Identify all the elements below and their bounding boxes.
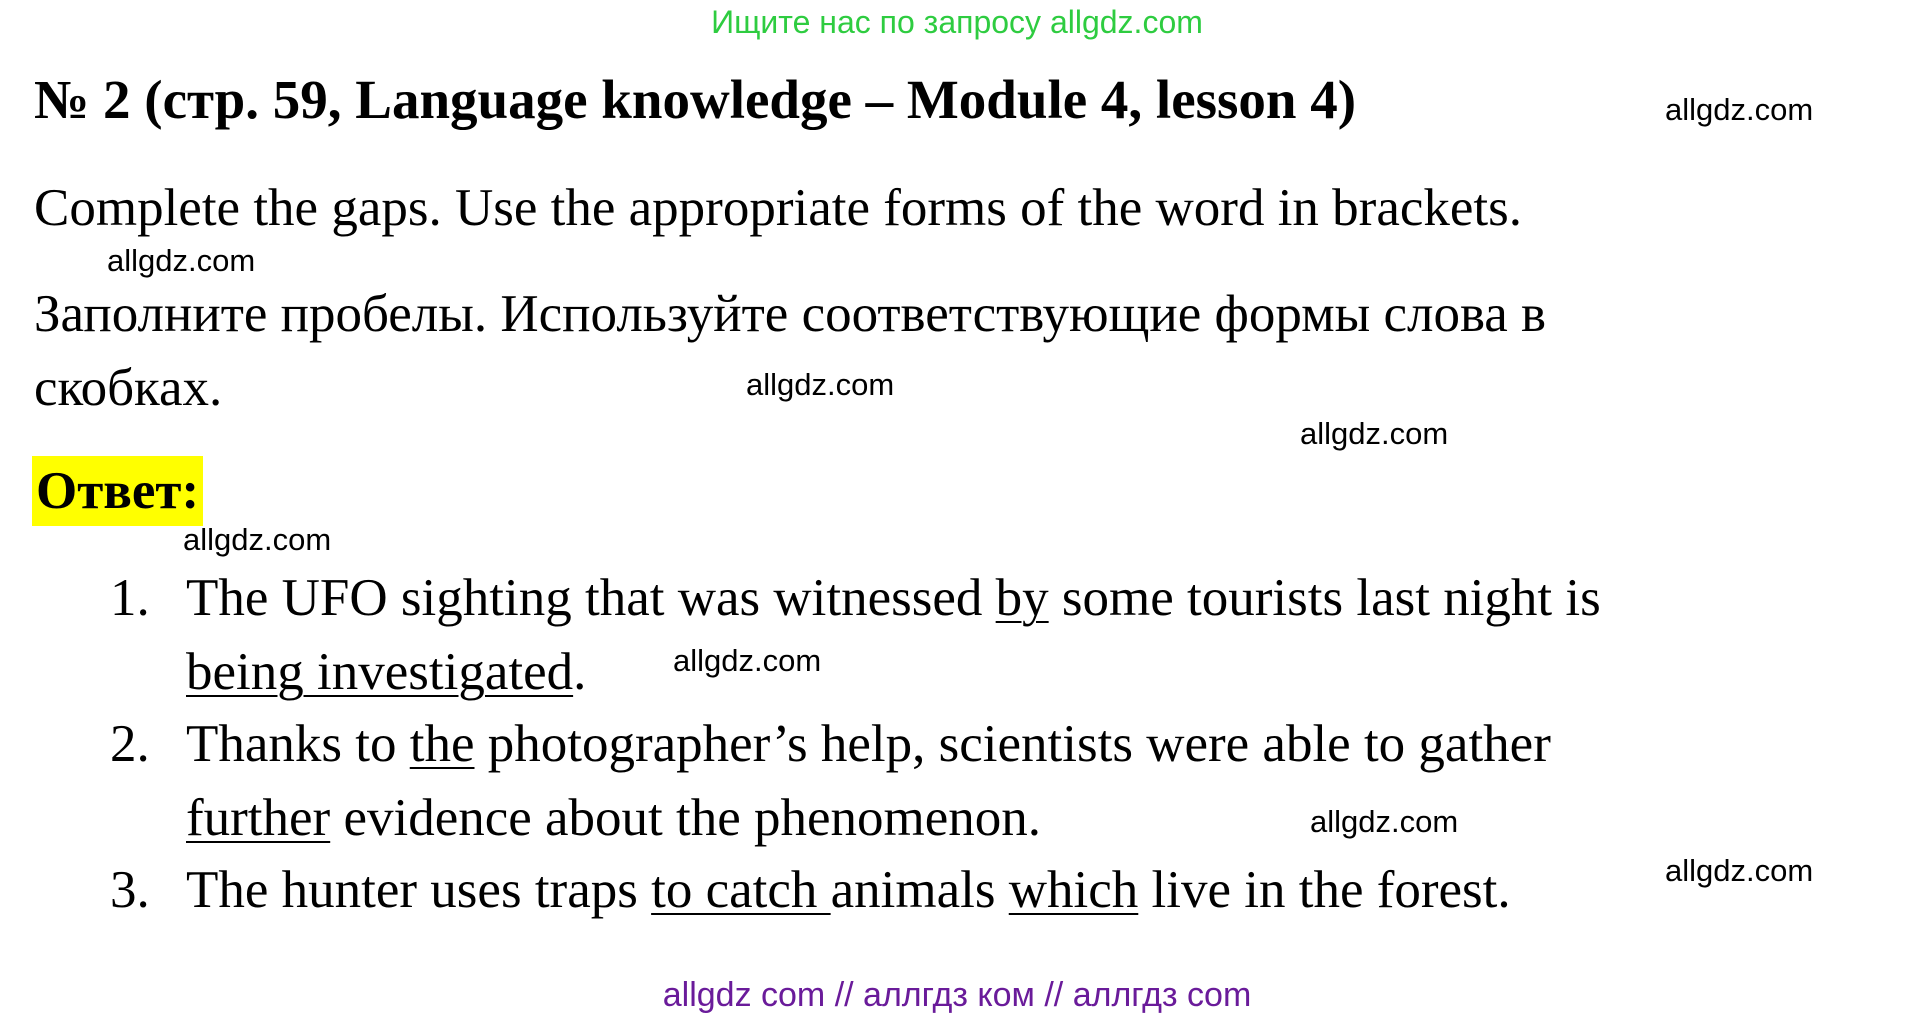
watermark: allgdz.com <box>107 243 256 278</box>
watermark: allgdz.com <box>1300 416 1449 451</box>
answer-label: Ответ: <box>32 456 203 526</box>
footer-watermark: allgdz com // аллгдз ком // аллгдз com <box>662 976 1252 1014</box>
item-1-text: The UFO sighting that was witnessed <box>186 569 996 627</box>
instruction-russian-line-1: Заполните пробелы. Используйте соответствующие формы слова в <box>34 285 1547 343</box>
item-2-text: photographer’s help, scientists were able to gather <box>474 715 1551 773</box>
watermark: allgdz.com <box>1665 92 1814 127</box>
item-2-line-2 <box>186 788 1041 848</box>
exercise-title: № 2 (стр. 59, Language knowledge – Module 4, lesson 4) <box>34 69 1357 130</box>
instruction-russian-line-2: скобках. <box>34 359 223 417</box>
watermark: allgdz.com <box>1665 853 1814 888</box>
item-3-line-1 <box>186 860 1511 920</box>
watermark: allgdz.com <box>183 522 332 557</box>
item-1-answer-being-investigated: being investigated <box>186 643 574 701</box>
item-3-answer-to-catch: to catch <box>651 861 831 919</box>
item-2-line-1 <box>186 714 1551 774</box>
item-2-answer-further: further <box>186 789 331 847</box>
item-2-text: evidence about the phenomenon. <box>330 789 1042 847</box>
item-3-text: live in the forest. <box>1138 861 1511 919</box>
item-3-text: The hunter uses traps <box>186 861 652 919</box>
item-2-text: Thanks to <box>186 715 410 773</box>
item-number-2: 2. <box>110 715 150 773</box>
item-3-answer-which: which <box>1008 861 1139 919</box>
item-2-answer-the: the <box>409 715 475 773</box>
watermark: allgdz.com <box>1310 804 1459 839</box>
search-banner: Ищите нас по запросу allgdz.com <box>711 4 1203 40</box>
item-1-text: some tourists last night is <box>1048 569 1601 627</box>
watermark: allgdz.com <box>746 367 895 402</box>
item-3-text: animals <box>830 861 1009 919</box>
instruction-english: Complete the gaps. Use the appropriate forms of the word in brackets. <box>34 179 1522 237</box>
watermark: allgdz.com <box>673 643 822 678</box>
item-number-3: 3. <box>110 861 150 919</box>
item-1-line-1 <box>186 568 1601 628</box>
item-1-text: . <box>573 643 587 701</box>
item-1-line-2 <box>186 642 586 702</box>
item-1-answer-by: by <box>995 569 1049 627</box>
item-number-1: 1. <box>110 569 150 627</box>
